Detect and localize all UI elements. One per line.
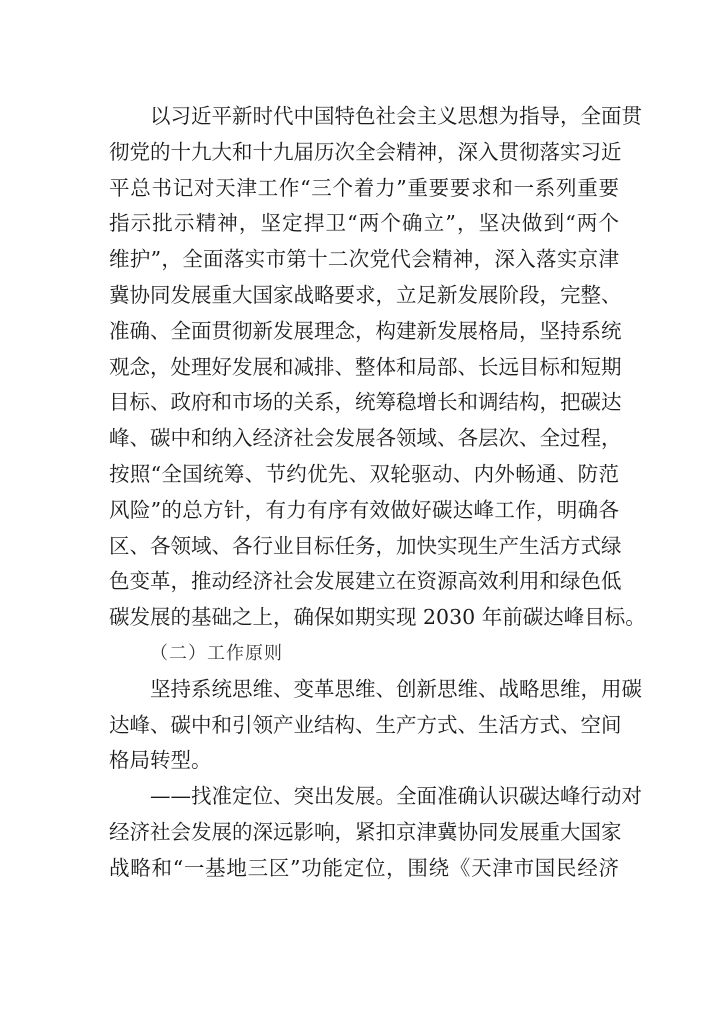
- paragraph-line: 经济社会发展的深远影响，紧扣京津冀协同发展重大国家: [109, 819, 622, 844]
- paragraph-line: 彻党的十九大和十九届历次全会精神，深入贯彻落实习近: [109, 139, 622, 164]
- paragraph-line: 区、各领域、各行业目标任务，加快实现生产生活方式绿: [109, 533, 622, 558]
- paragraph-line: 风险”的总方针，有力有序有效做好碳达峰工作，明确各: [109, 497, 619, 522]
- document-body: [109, 99, 646, 887]
- paragraph-line: 平总书记对天津工作“三个着力”重要要求和一系列重要: [109, 175, 619, 200]
- paragraph-line: 按照“全国统筹、节约优先、双轮驱动、内外畅通、防范: [109, 461, 619, 486]
- paragraph-line: 碳发展的基础之上，确保如期实现 2030 年前碳达峰目标。: [109, 605, 646, 630]
- paragraph-line: 色变革，推动经济社会发展建立在资源高效利用和绿色低: [109, 569, 622, 594]
- paragraph-line: 准确、全面贯彻新发展理念，构建新发展格局，坚持系统: [109, 318, 622, 343]
- paragraph-line: 冀协同发展重大国家战略要求，立足新发展阶段，完整、: [109, 282, 622, 307]
- paragraph-line: ——找准定位、突出发展。全面准确认识碳达峰行动对: [150, 784, 642, 809]
- paragraph-line: 坚持系统思维、变革思维、创新思维、战略思维，用碳: [150, 676, 642, 701]
- paragraph-line: 峰、碳中和纳入经济社会发展各领域、各层次、全过程，: [109, 426, 622, 451]
- paragraph-line: 以习近平新时代中国特色社会主义思想为指导，全面贯: [150, 104, 642, 128]
- paragraph-line: 维护”，全面落实市第十二次党代会精神，深入落实京津: [109, 247, 619, 272]
- paragraph-line: 目标、政府和市场的关系，统筹稳增长和调结构，把碳达: [109, 390, 622, 415]
- paragraph-line: 达峰、碳中和引领产业结构、生产方式、生活方式、空间: [109, 712, 622, 737]
- paragraph-line: 格局转型。: [109, 748, 212, 773]
- paragraph-line: 观念，处理好发展和减排、整体和局部、长远目标和短期: [109, 354, 622, 379]
- paragraph-line: 指示批示精神，坚定捍卫“两个确立”，坚决做到“两个: [109, 211, 619, 236]
- section-heading: （二）工作原则: [150, 642, 283, 664]
- paragraph-line: 战略和“一基地三区”功能定位，围绕《天津市国民经济: [109, 855, 619, 880]
